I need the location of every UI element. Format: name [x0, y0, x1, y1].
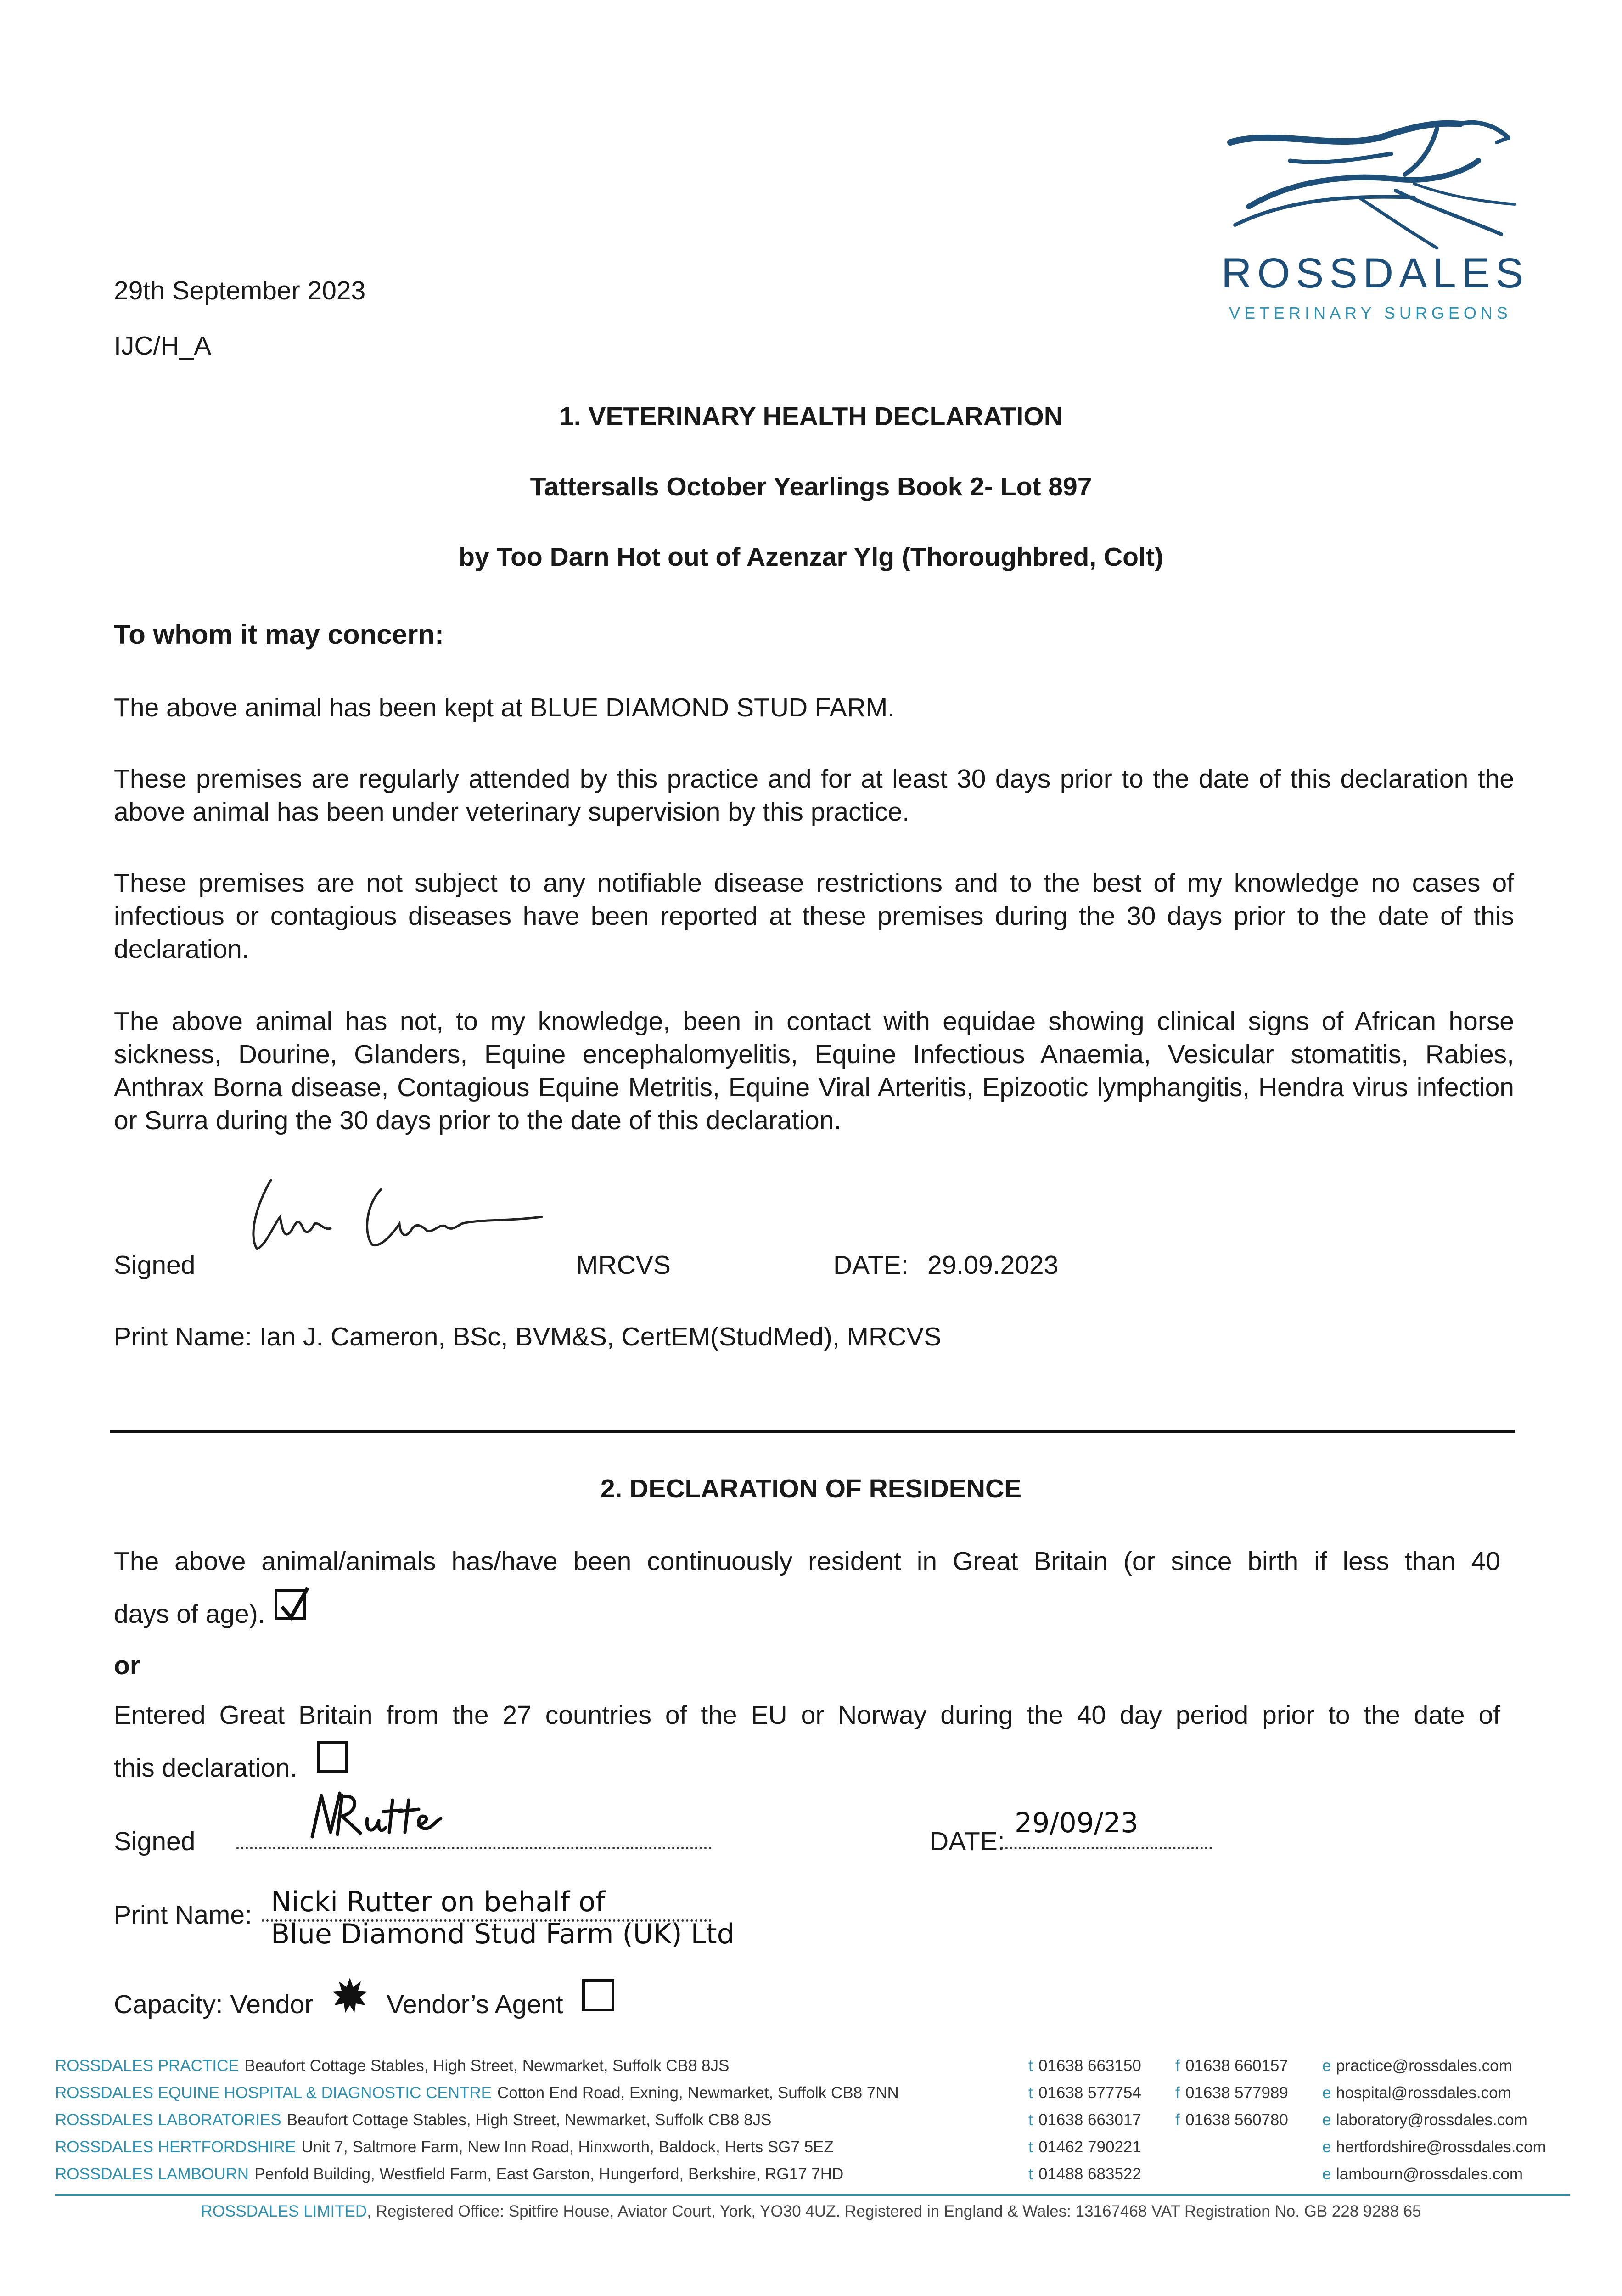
brand-name: ROSSDALES	[1221, 250, 1529, 297]
mrcvs-label: MRCVS	[576, 1250, 671, 1280]
vendor-signature	[298, 1782, 445, 1846]
footer-email-label: e	[1322, 2111, 1331, 2129]
footer-fax-label: f	[1175, 2111, 1180, 2129]
paragraph-kept: The above animal has been kept at BLUE DIAMOND STUD FARM.	[114, 693, 895, 722]
vendor-mark-icon[interactable]	[331, 1977, 368, 2014]
residence-option2-checkbox[interactable]	[317, 1741, 348, 1773]
section2-date-line	[1001, 1847, 1212, 1849]
section1-signed-label: Signed	[114, 1250, 196, 1280]
salutation: To whom it may concern:	[114, 619, 444, 650]
paragraph-contact: The above animal has not, to my knowledge, been in contact with equidae showing clinical signs of African horse sickness, Dourine, Glanders, Equine encephalomyelitis, Equine Infectious Anaemia, Vesicular stomatitis, Rabies, Anthrax Borna disease, Contagious Equine Metritis, Equine Viral Arteritis, Epizootic lymphangitis, Hendra virus infection or Surra during the 30 days prior to the date of this declaration.	[114, 1007, 1514, 1135]
section1-animal: by Too Darn Hot out of Azenzar Ylg (Thoroughbred, Colt)	[459, 542, 1163, 572]
footer-fax-label: f	[1175, 2084, 1180, 2102]
footer-practice-address: Beaufort Cottage Stables, High Street, Newmarket, Suffolk CB8 8JS	[244, 2057, 730, 2075]
footer-practice-name: ROSSDALES PRACTICE	[55, 2057, 239, 2075]
vendor-agent-label: Vendor’s Agent	[387, 1990, 563, 2019]
footer-practice-name: ROSSDALES EQUINE HOSPITAL & DIAGNOSTIC CENTRE	[55, 2084, 492, 2102]
letter-date: 29th September 2023	[114, 276, 366, 305]
footer-fax: 01638 577989	[1185, 2084, 1288, 2102]
section2-signed-label: Signed	[114, 1827, 196, 1856]
footer-practice-address: Beaufort Cottage Stables, High Street, Newmarket, Suffolk CB8 8JS	[286, 2111, 772, 2129]
footer-phone-label: t	[1028, 2111, 1033, 2129]
section2-date-label: DATE:	[930, 1827, 1005, 1856]
letter-reference: IJC/H_A	[114, 331, 212, 360]
footer-email[interactable]: lambourn@rossdales.com	[1336, 2165, 1523, 2183]
footer-practice-address: Cotton End Road, Exning, Newmarket, Suffolk CB8 7NN	[497, 2084, 899, 2102]
section2-signature-line	[236, 1847, 712, 1849]
galloping-horse-logo-icon	[1221, 110, 1520, 262]
footer-email[interactable]: laboratory@rossdales.com	[1336, 2111, 1527, 2129]
footer-email-label: e	[1322, 2057, 1331, 2075]
footer-rule	[55, 2194, 1570, 2196]
footer-practice-name: ROSSDALES HERTFORDSHIRE	[55, 2138, 296, 2156]
residence-option2-line1: Entered Great Britain from the 27 countries of the EU or Norway during the 40 day period prior to the date of	[114, 1700, 1500, 1730]
section2-title: 2. DECLARATION OF RESIDENCE	[600, 1474, 1022, 1503]
footer-phone-label: t	[1028, 2057, 1033, 2075]
section2-print-name-line2: Blue Diamond Stud Farm (UK) Ltd	[271, 1918, 735, 1950]
footer-phone: 01638 663150	[1038, 2057, 1141, 2075]
footer-practice-address: Penfold Building, Westfield Farm, East Garston, Hungerford, Berkshire, RG17 7HD	[254, 2165, 844, 2183]
or-label: or	[114, 1651, 140, 1680]
footer-fax: 01638 660157	[1185, 2057, 1288, 2075]
footer-row	[55, 2056, 729, 2076]
footer-row	[55, 2110, 771, 2130]
footer-company-name: ROSSDALES LIMITED	[201, 2202, 367, 2220]
section2-date-value: 29/09/23	[1015, 1807, 1139, 1839]
footer-phone-label: t	[1028, 2084, 1033, 2102]
footer-practice-name: ROSSDALES LABORATORIES	[55, 2111, 281, 2129]
footer-email-label: e	[1322, 2138, 1331, 2156]
vendor-agent-checkbox[interactable]	[582, 1979, 614, 2011]
paragraph-attended: These premises are regularly attended by this practice and for at least 30 days prior to the date of this declaration the above animal has been under veterinary supervision by this practice.	[114, 764, 1514, 827]
section2-print-name-label: Print Name:	[114, 1900, 252, 1930]
brand-tagline: VETERINARY SURGEONS	[1229, 304, 1512, 322]
footer-email[interactable]: practice@rossdales.com	[1336, 2057, 1512, 2075]
footer-practice-address: Unit 7, Saltmore Farm, New Inn Road, Hinxworth, Baldock, Herts SG7 5EZ	[301, 2138, 834, 2156]
footer-phone-label: t	[1028, 2165, 1033, 2183]
residence-option2-line2: this declaration.	[114, 1753, 297, 1783]
brand-logo	[1221, 110, 1529, 335]
footer-company-line	[0, 2202, 1622, 2221]
footer-phone: 01638 663017	[1038, 2111, 1141, 2129]
section1-date-label: DATE:	[833, 1250, 909, 1280]
footer-row	[55, 2165, 843, 2184]
footer-fax: 01638 560780	[1185, 2111, 1288, 2129]
section2-print-name-line1: Nicki Rutter on behalf of	[271, 1886, 606, 1918]
footer-email[interactable]: hertfordshire@rossdales.com	[1336, 2138, 1546, 2156]
section1-subtitle: Tattersalls October Yearlings Book 2- Lot 897	[530, 472, 1092, 501]
footer-phone: 01462 790221	[1038, 2138, 1141, 2156]
footer-row	[55, 2083, 899, 2103]
footer-email[interactable]: hospital@rossdales.com	[1336, 2084, 1511, 2102]
footer-email-label: e	[1322, 2084, 1331, 2102]
residence-option1-line1: The above animal/animals has/have been continuously resident in Great Britain (or since birth if less than 40	[114, 1547, 1500, 1576]
vet-signature	[230, 1176, 560, 1267]
footer-phone: 01488 683522	[1038, 2165, 1141, 2183]
section-divider	[110, 1430, 1515, 1433]
section1-print-name: Print Name: Ian J. Cameron, BSc, BVM&S, CertEM(StudMed), MRCVS	[114, 1322, 942, 1351]
capacity-label: Capacity: Vendor	[114, 1990, 314, 2019]
residence-option1-line2: days of age).	[114, 1599, 265, 1629]
paragraph-restrictions: These premises are not subject to any notifiable disease restrictions and to the best of my knowledge no cases of infectious or contagious diseases have been reported at these premises during the 30 days prior to the date of this declaration.	[114, 868, 1514, 964]
footer-row	[55, 2138, 834, 2157]
footer-practice-name: ROSSDALES LAMBOURN	[55, 2165, 249, 2183]
check-icon	[278, 1586, 310, 1623]
residence-option1-checkbox[interactable]	[275, 1589, 306, 1620]
section1-date-value: 29.09.2023	[927, 1250, 1059, 1280]
footer-email-label: e	[1322, 2165, 1331, 2183]
footer-fax-label: f	[1175, 2057, 1180, 2075]
footer-phone: 01638 577754	[1038, 2084, 1141, 2102]
footer-company-info: , Registered Office: Spitfire House, Aviator Court, York, YO30 4UZ. Registered in England & Wales: 13167468 VAT Registration No. GB 228 9288 65	[367, 2202, 1421, 2220]
footer-phone-label: t	[1028, 2138, 1033, 2156]
section1-title: 1. VETERINARY HEALTH DECLARATION	[559, 402, 1063, 431]
